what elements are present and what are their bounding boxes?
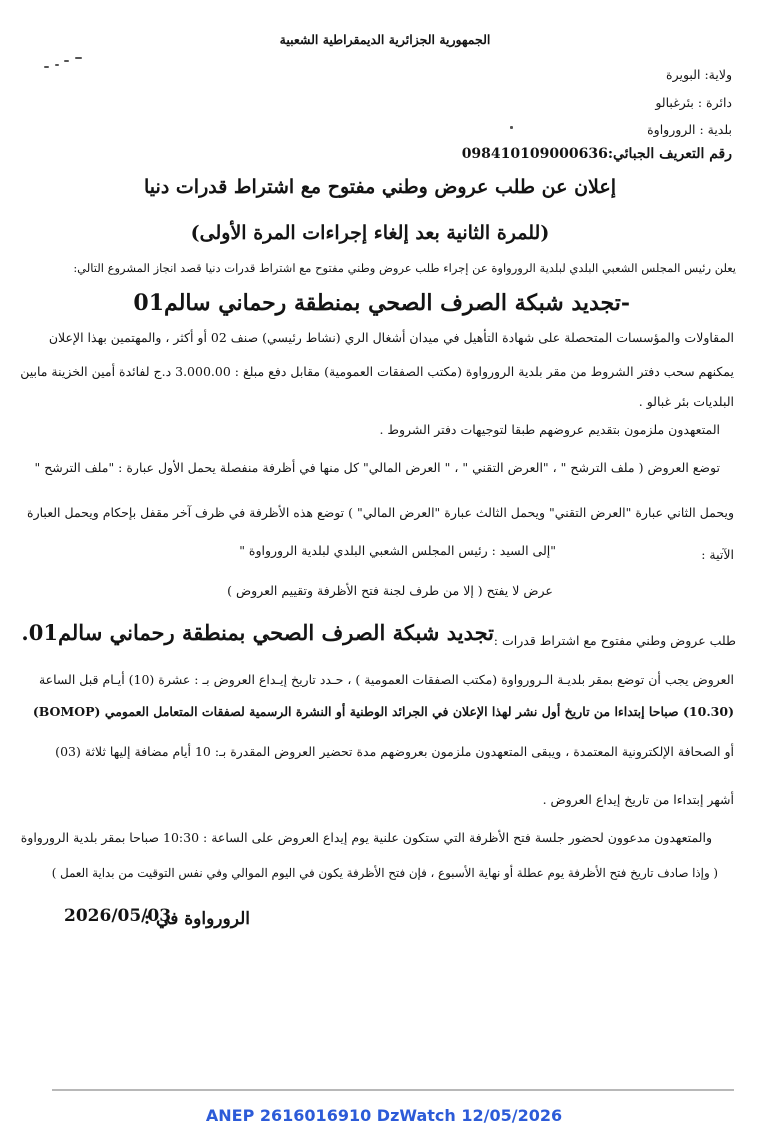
tax-id-line: رقم التعريف الجبائي:098410109000636: [461, 146, 732, 162]
scan-speck: [75, 57, 82, 59]
commitment-line: المتعهدون ملزمون بتقديم عروضهم طبقا لتوجيهات دفتر الشروط .: [379, 422, 720, 437]
daira-line: دائرة : بئرغبالو: [655, 95, 732, 110]
wilaya-line: ولاية: البويرة: [666, 67, 732, 82]
tender-ref-prefix: طلب عروض وطني مفتوح مع اشتراط قدرات :: [493, 633, 736, 648]
scan-speck: [64, 60, 69, 62]
envelopes-line-2: ويحمل الثاني عبارة "العرض التقني" ويحمل الثالث عبارة "العرض المالي" ) توضع هذه الأظرفة في ظرف آخر مقفل بإحكام ويحمل العبارة: [27, 505, 734, 520]
envelopes-addressee: "إلى السيد : رئيس المجلس الشعبي البلدي لبلدية الرورواوة ": [239, 543, 556, 558]
deadline-line-1: العروض يجب أن توضع بمقر بلديـة الـرورواوة (مكتب الصفقات العمومية ) ، حـدد تاريخ إيـداع العروض بـ : عشرة (10) أيـام قبل الساعة: [38, 672, 734, 687]
publication-footer: ANEP 2616016910 DzWatch 12/05/2026: [205, 1106, 563, 1125]
do-not-open-note: عرض لا يفتح ( إلا من طرف لجنة فتح الأظرفة وتقييم العروض ): [227, 583, 553, 598]
envelopes-line-1: توضع العروض ( ملف الترشح " ، "العرض التقني " ، " العرض المالي" كل منها في أظرفة منفصلة يحمل الأول عبارة : "ملف الترشح ": [34, 460, 720, 475]
signature-place: الرورواوة في :: [143, 909, 250, 929]
project-title: -تجديد شبكة الصرف الصحي بمنطقة رحماني سالم01: [133, 290, 630, 316]
opening-line-1: والمتعهدون مدعوون لحضور جلسة فتح الأظرفة التي ستكون علنية يوم إيداع العروض على الساعة : 10:30 صباحا بمقر بلدية الرورواوة: [20, 830, 712, 845]
baladiya-line: بلدية : الرورواوة: [647, 122, 732, 137]
deadline-line-2: (10.30) صباحا إبتداءا من تاريخ أول نشر لهذا الإعلان في الجرائد الوطنية أو النشرة الرسمية لصفقات المتعامل العمومي (BOMOP): [32, 704, 734, 719]
eligibility-line-1: المقاولات والمؤسسات المتحصلة على شهادة التأهيل في ميدان أشغال الري (نشاط رئيسي) صنف 02 أو أكثر ، والمهتمين بهذا الإعلان: [48, 330, 734, 345]
eligibility-line-3: البلديات بئر غبالو .: [638, 394, 734, 409]
announcement-title: إعلان عن طلب عروض وطني مفتوح مع اشتراط قدرات دنيا: [144, 176, 616, 198]
envelopes-addressee-label: الآتية :: [701, 547, 734, 562]
eligibility-line-2: يمكنهم سحب دفتر الشروط من مقر بلدية الرورواوة (مكتب الصفقات العمومية) مقابل دفع مبلغ : 3.000.00 د.ج لفائدة أمين الخزينة مابين: [20, 364, 734, 379]
republic-heading: الجمهورية الجزائرية الديمقراطية الشعبية: [279, 32, 491, 47]
deadline-line-3: أو الصحافة الإلكترونية المعتمدة ، ويبقى المتعهدون ملزمون بعروضهم مدة تحضير العروض المقدرة بـ: 10 أيام مضافة إليها ثلاثة (03): [55, 744, 734, 759]
signature-date: 2026/05/03: [64, 906, 172, 926]
opening-line-2: ( وإذا صادف تاريخ فتح الأظرفة يوم عطلة أو نهاية الأسبوع ، فإن فتح الأظرفة يكون في اليوم الموالي وفي نفس التوقيت من بداية العمل ): [51, 866, 718, 880]
intro-paragraph: يعلن رئيس المجلس الشعبي البلدي لبلدية الرورواوة عن إجراء طلب عروض وطني مفتوح مع اشتراط قدرات دنيا قصد انجاز المشروع التالي:: [73, 261, 736, 275]
footer-divider: [52, 1089, 734, 1091]
tender-ref-project: تجديد شبكة الصرف الصحي بمنطقة رحماني سالم01.: [21, 620, 494, 645]
scan-speck: [55, 64, 59, 66]
scan-speck: [44, 66, 49, 68]
deadline-line-4: أشهر إبتداءا من تاريخ إيداع العروض .: [542, 792, 734, 807]
announcement-subtitle: (للمرة الثانية بعد إلغاء إجراءات المرة الأولى): [190, 222, 550, 244]
